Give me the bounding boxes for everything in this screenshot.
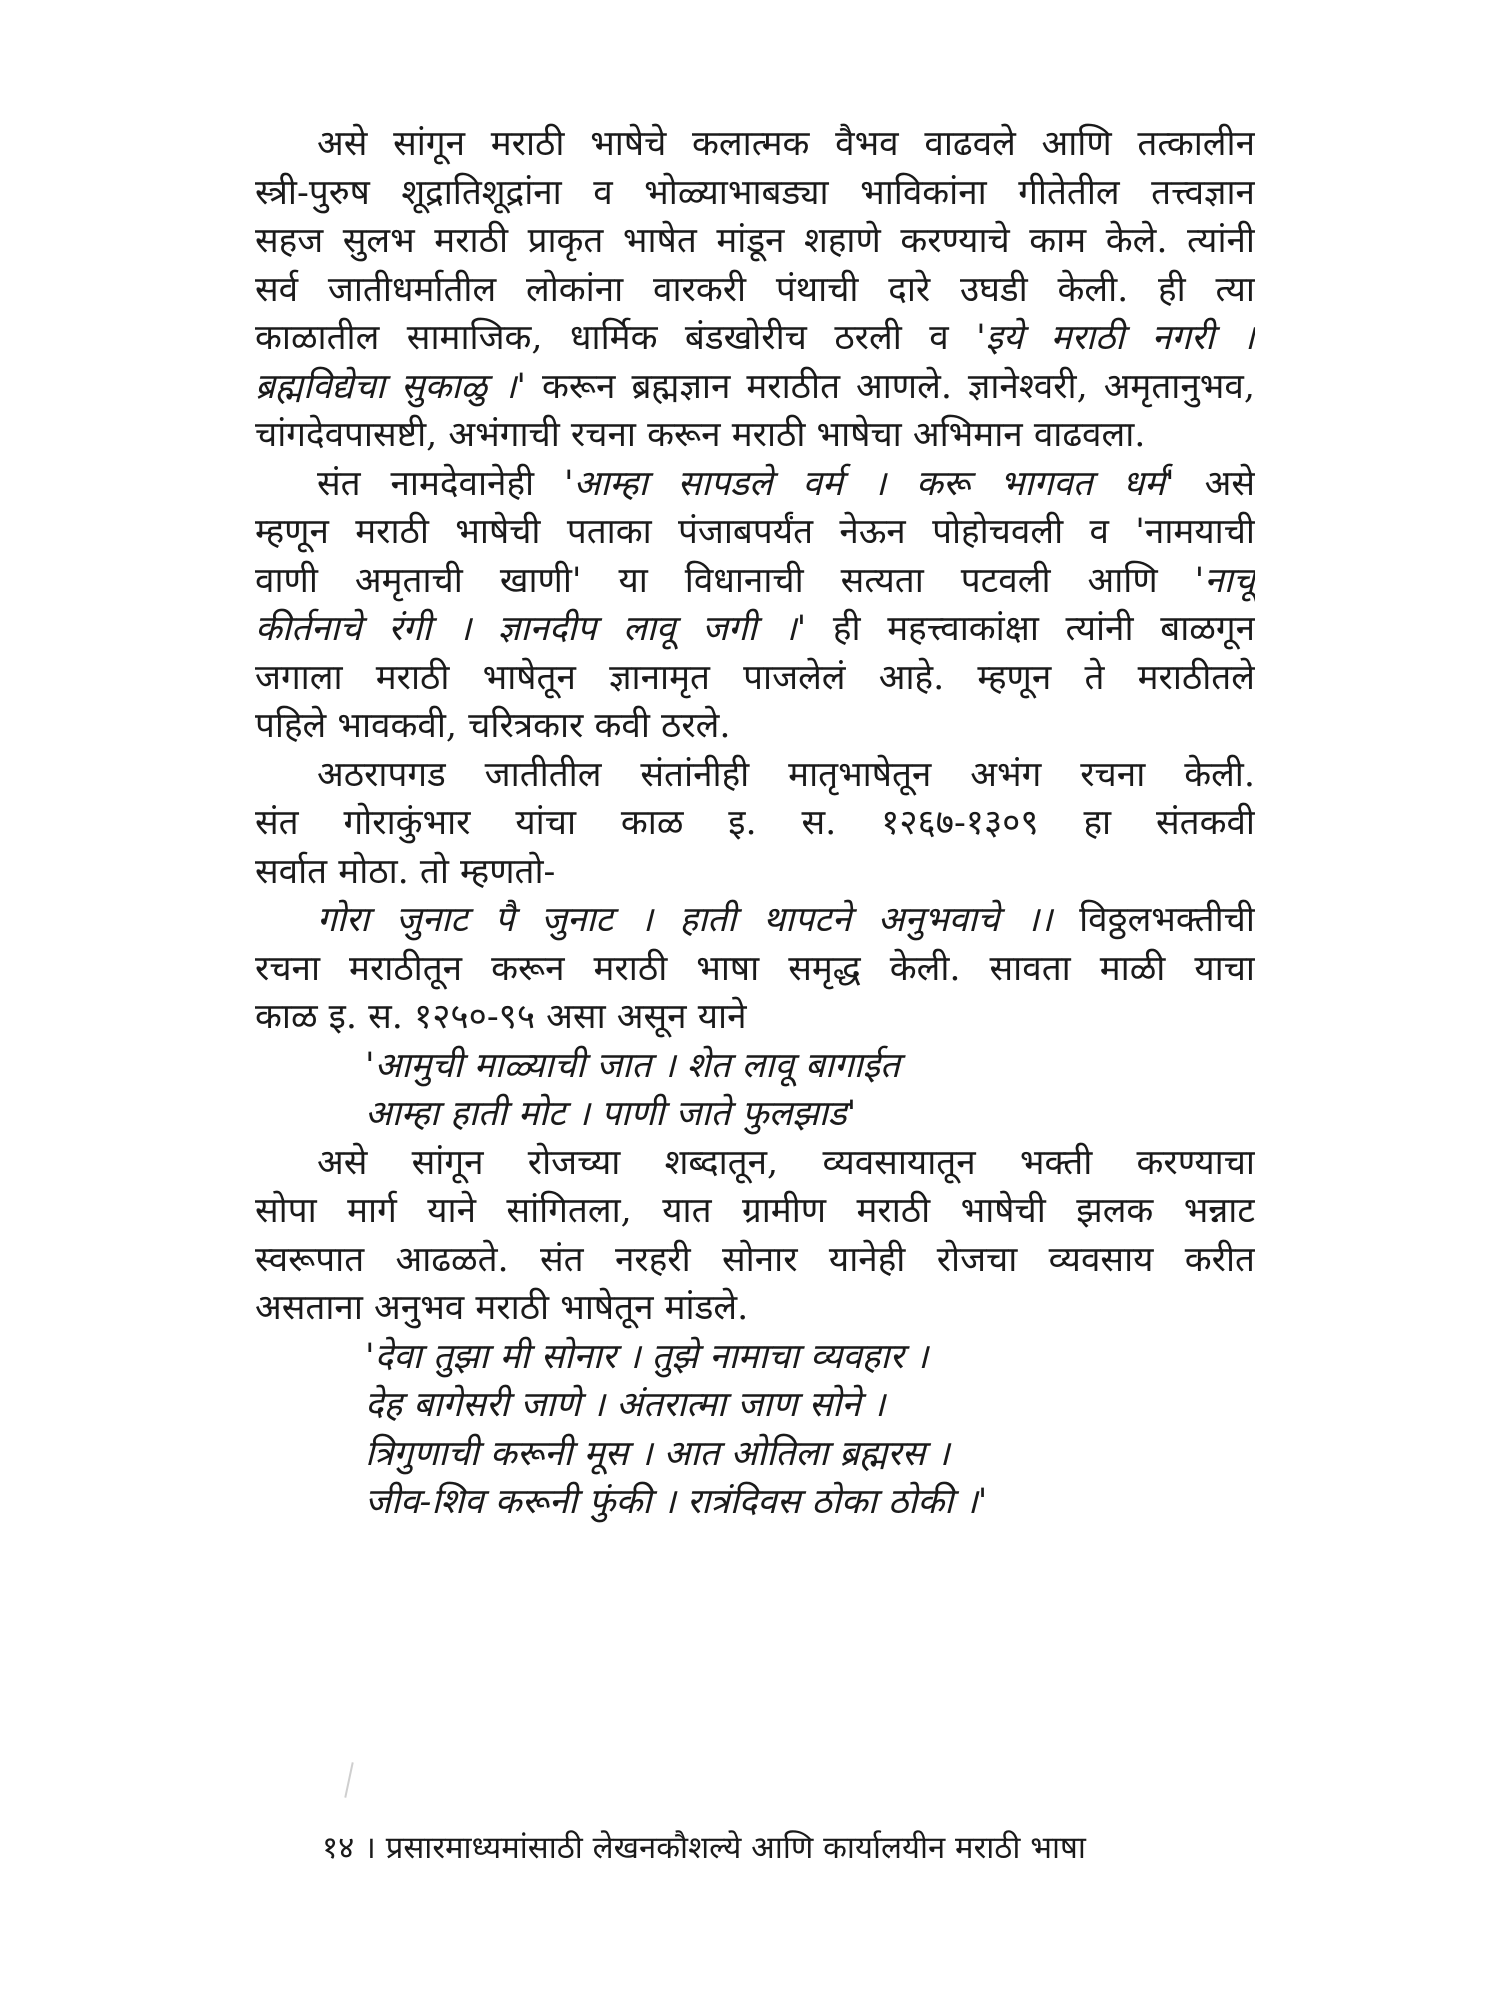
text-line: कीर्तनाचे रंगी । ज्ञानदीप लावू जगी ।' ही महत्त्वाकांक्षा त्यांनी बाळगून [255,609,1255,649]
inline-quote: गोरा जुनाट पै जुनाट । हाती थापटने अनुभवाचे ।। [317,900,1053,940]
text-line: संत गोराकुंभार यांचा काळ इ. स. १२६७-१३०९ हा संतकवी [255,803,1255,843]
verse-line: आम्हा हाती मोट । पाणी जाते फुलझाड' [365,1094,857,1134]
text-line: ब्रह्मविद्येचा सुकाळु ।' करून ब्रह्मज्ञान मराठीत आणले. ज्ञानेश्वरी, अमृतानुभव, [255,366,1255,407]
inline-quote: 'आम्हा सापडले वर्म । करू भागवत धर्म' [564,463,1175,504]
inline-quote: कीर्तनाचे रंगी । ज्ञानदीप लावू जगी ।' [255,609,807,649]
text-line: असताना अनुभव मराठी भाषेतून मांडले. [255,1288,749,1328]
verse-line: 'आमुची माळ्याची जात । शेत लावू बागाईत [365,1045,900,1086]
text-line: गोरा जुनाट पै जुनाट । हाती थापटने अनुभवाचे ।। विठ्ठलभक्तीची [317,900,1255,940]
text-line: स्वरूपात आढळते. संत नरहरी सोनार यानेही रोजचा व्यवसाय करीत [255,1239,1255,1280]
inline-quote: 'नाचू [1194,560,1255,601]
text-line: काळ इ. स. १२५०-९५ असा असून याने [255,997,747,1037]
verse-line: 'देवा तुझा मी सोनार । तुझे नामाचा व्यवहार । [365,1336,929,1377]
text-line: चांगदेवपासष्टी, अभंगाची रचना करून मराठी भाषेचा अभिमान वाढवला. [255,415,1146,455]
verse-line: जीव-शिव करूनी फुंकी । रात्रंदिवस ठोका ठोकी ।' [365,1482,988,1522]
verse-line: त्रिगुणाची करूनी मूस । आत ओतिला ब्रह्मरस । [365,1433,950,1474]
inline-quote: ब्रह्मविद्येचा सुकाळु ।' [255,366,526,407]
inline-quote: 'इये मराठी नगरी । [976,318,1255,358]
verse-line: देह बागेसरी जाणे । अंतरात्मा जाण सोने । [365,1385,886,1425]
text-line: असे सांगून मराठी भाषेचे कलात्मक वैभव वाढवले आणि तत्कालीन [317,124,1255,164]
text-line: रचना मराठीतून करून मराठी भाषा समृद्ध केली. सावता माळी याचा [255,948,1255,989]
text-line: असे सांगून रोजच्या शब्दातून, व्यवसायातून भक्ती करण्याचा [317,1142,1255,1183]
text-line: स्त्री-पुरुष शूद्रातिशूद्रांना व भोळ्याभाबड्या भाविकांना गीतेतील तत्त्वज्ञान [255,172,1255,213]
text-line: सोपा मार्ग याने सांगितला, यात ग्रामीण मराठी भाषेची झलक भन्नाट [255,1191,1255,1231]
page-body [255,120,1255,1527]
text-line: जगाला मराठी भाषेतून ज्ञानामृत पाजलेलं आहे. म्हणून ते मराठीतले [255,657,1255,698]
text-line: म्हणून मराठी भाषेची पताका पंजाबपर्यंत नेऊन पोहोचवली व 'नामयाची [255,512,1255,552]
pencil-mark [344,1762,353,1798]
text-line: काळातील सामाजिक, धार्मिक बंडखोरीच ठरली व 'इये मराठी नगरी । [255,318,1255,358]
text-line: सर्वात मोठा. तो म्हणतो- [255,851,556,892]
text-line: सर्व जातीधर्मातील लोकांना वारकरी पंथाची दारे उघडी केली. ही त्या [255,269,1255,310]
text-line: अठरापगड जातीतील संतांनीही मातृभाषेतून अभंग रचना केली. [317,754,1255,795]
text-line: संत नामदेवानेही 'आम्हा सापडले वर्म । करू भागवत धर्म' असे [317,463,1255,504]
text-line: वाणी अमृताची खाणी' या विधानाची सत्यता पटवली आणि 'नाचू [255,560,1255,601]
text-line: सहज सुलभ मराठी प्राकृत भाषेत मांडून शहाणे करण्याचे काम केले. त्यांनी [255,221,1255,261]
page-footer: १४ । प्रसारमाध्यमांसाठी लेखनकौशल्ये आणि कार्यालयीन मराठी भाषा [322,1830,1086,1866]
text-line: पहिले भावकवी, चरित्रकार कवी ठरले. [255,706,731,746]
